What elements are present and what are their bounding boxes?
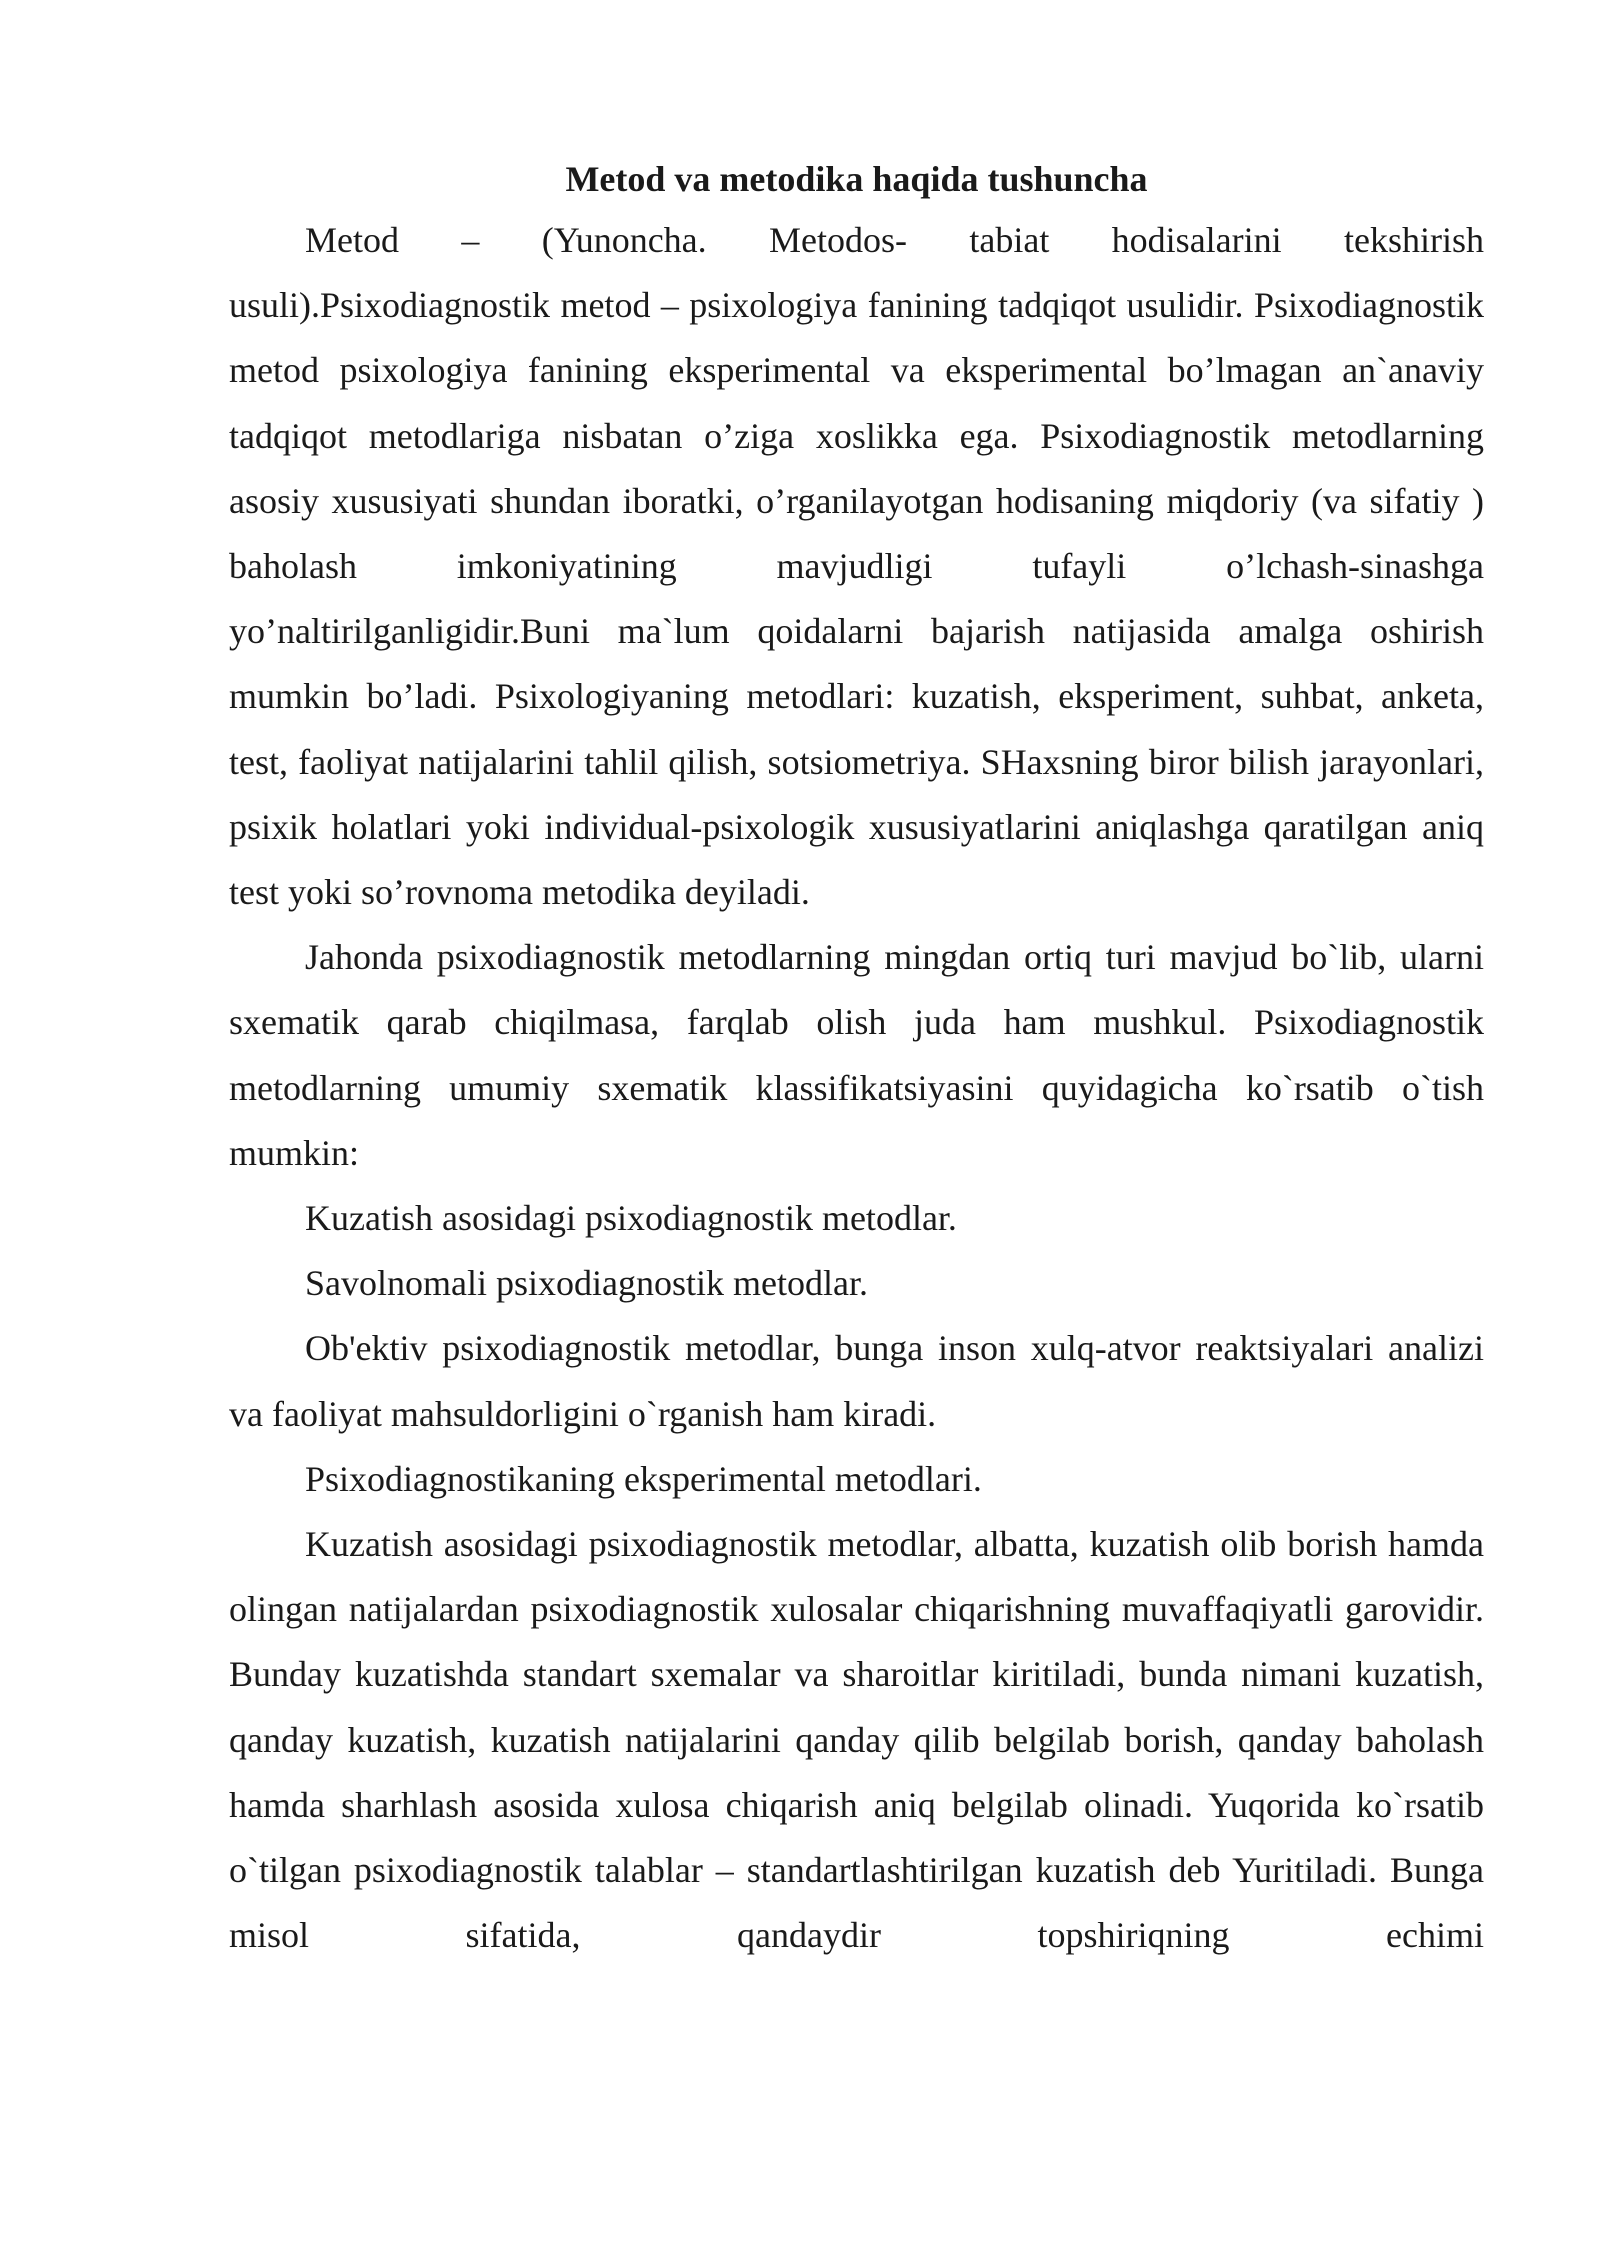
list-item-observation-methods: Kuzatish asosidagi psixodiagnostik metodlar. [305,1198,957,1239]
paragraph-methods-overview: Jahonda psixodiagnostik metodlarning mingdan ortiq turi mavjud bo`lib, ularni sxematik qarab chiqilmasa, farqlab olish juda ham mushkul. Psixodiagnostik metodlarning umumiy sxematik klassifikatsiyasini quyidagicha ko`rsatib o`tish mumkin: [229,937,1484,1173]
paragraph-metod-definition: Metod – (Yunoncha. Metodos- tabiat hodisalarini tekshirish usuli).Psixodiagnostik metod – psixologiya fanining tadqiqot usulidir. Psixodiagnostik metod psixologiya fanining eksperimental va eksperimental bo’lmagan an`anaviy tadqiqot metodlariga nisbatan o’ziga xoslikka ega. Psixodiagnostik metodlarning asosiy xususiyati shundan iboratki, o’rganilayotgan hodisaning miqdoriy (va sifatiy ) baholash imkoniyatining mavjudligi tufayli o’lchash-sinashga yo’naltirilganligidir.Buni ma`lum qoidalarni bajarish natijasida amalga oshirish mumkin bo’ladi. Psixologiyaning metodlari: kuzatish, eksperiment, suhbat, anketa, test, faoliyat natijalarini tahlil qilish, sotsiometriya. SHaxsning biror bilish jarayonlari, psixik holatlari yoki individual-psixologik xususiyatlarini aniqlashga qaratilgan aniq test yoki so’rovnoma metodika deyiladi. [229,220,1484,913]
list-item-experimental-methods: Psixodiagnostikaning eksperimental metodlari. [305,1458,982,1499]
list-item-objective-methods: Ob'ektiv psixodiagnostik metodlar, bunga inson xulq-atvor reaktsiyalari analizi va faoliyat mahsuldorligini o`rganish ham kiradi. [229,1328,1484,1434]
paragraph-observation-details: Kuzatish asosidagi psixodiagnostik metodlar, albatta, kuzatish olib borish hamda olingan natijalardan psixodiagnostik xulosalar chiqarishning muvaffaqiyatli garovidir. Bunday kuzatishda standart sxemalar va sharoitlar kiritiladi, bunda nimani kuzatish, qanday kuzatish, kuzatish natijalarini qanday qilib belgilab borish, qanday baholash hamda sharhlash asosida xulosa chiqarish aniq belgilab olinadi. Yuqorida ko`rsatib o`tilgan psixodiagnostik talablar – standartlashtirilgan kuzatish deb Yuritiladi. Bunga misol sifatida, qandaydir topshiriqning echimi [229,1524,1484,1956]
document-body [229,150,1484,1968]
page-title: Metod va metodika haqida tushuncha [565,159,1148,199]
list-item-questionnaire-methods: Savolnomali psixodiagnostik metodlar. [305,1263,868,1304]
